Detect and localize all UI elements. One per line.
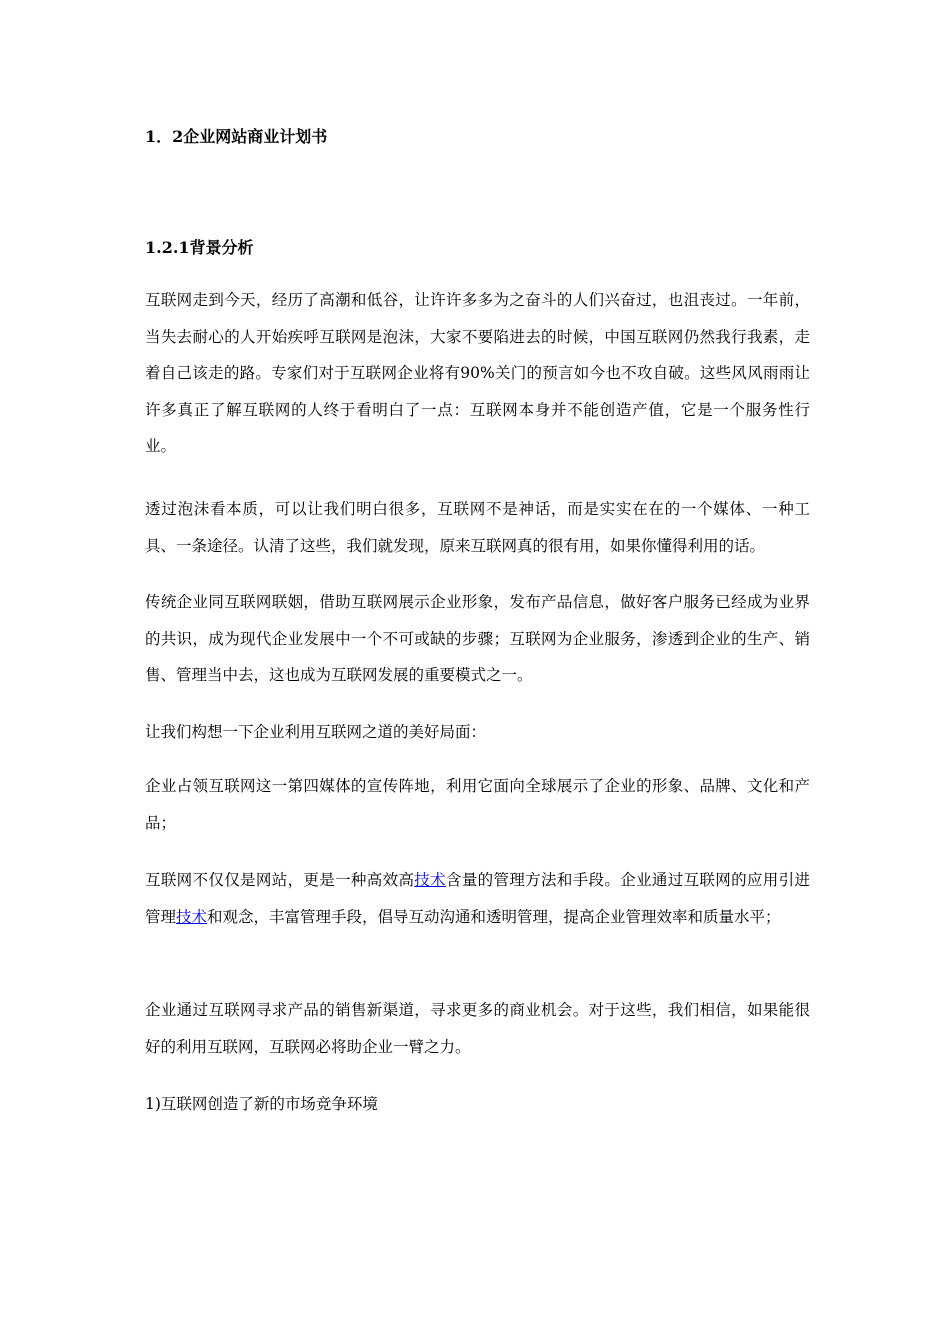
paragraph-vision-media: 企业占领互联网这一第四媒体的宣传阵地，利用它面向全球展示了企业的形象、品牌、文化和产品； [145, 777, 810, 832]
paragraph-text: 互联网不仅仅是网站，更是一种高效高 [145, 871, 415, 889]
paragraph-vision-lead: 让我们构想一下企业利用互联网之道的美好局面： [145, 723, 487, 741]
paragraph-text: 含量的管理方法和手段。企业通过互联网的应用引进管理 [145, 871, 810, 926]
section-title: 1．2企业网站商业计划书 [145, 127, 328, 146]
paragraph-essence: 透过泡沫看本质，可以让我们明白很多，互联网不是神话，而是实实在在的一个媒体、一种工具、一条途径。认清了这些，我们就发现，原来互联网真的很有用，如果你懂得利用的话。 [145, 500, 810, 555]
list-item-new-market: 1)互联网创造了新的市场竞争环境 [145, 1095, 378, 1113]
technology-link[interactable]: 技术 [176, 907, 208, 926]
paragraph-vision-management [145, 862, 810, 935]
technology-link[interactable]: 技术 [414, 871, 446, 889]
paragraph-traditional-enterprise: 传统企业同互联网联姻，借助互联网展示企业形象，发布产品信息，做好客户服务已经成为业界的共识，成为现代企业发展中一个不可或缺的步骤；互联网为企业服务，渗透到企业的生产、销售、管理当中去，这也成为互联网发展的重要模式之一。 [145, 593, 810, 684]
subsection-title: 1.2.1背景分析 [145, 238, 254, 257]
paragraph-vision-sales: 企业通过互联网寻求产品的销售新渠道，寻求更多的商业机会。对于这些，我们相信，如果能很好的利用互联网，互联网必将助企业一臂之力。 [145, 1001, 810, 1056]
paragraph-text: 和观念，丰富管理手段，倡导互动沟通和透明管理，提高企业管理效率和质量水平； [207, 907, 781, 926]
paragraph-intro: 互联网走到今天，经历了高潮和低谷，让许许多多为之奋斗的人们兴奋过，也沮丧过。一年前，当失去耐心的人开始疾呼互联网是泡沫，大家不要陷进去的时候，中国互联网仍然我行我素，走着自己该走的路。专家们对于互联网企业将有90%关门的预言如今也不攻自破。这些风风雨雨让许多真正了解互联网的人终于看明白了一点：互联网本身并不能创造产值，它是一个服务性行业。 [145, 291, 810, 455]
